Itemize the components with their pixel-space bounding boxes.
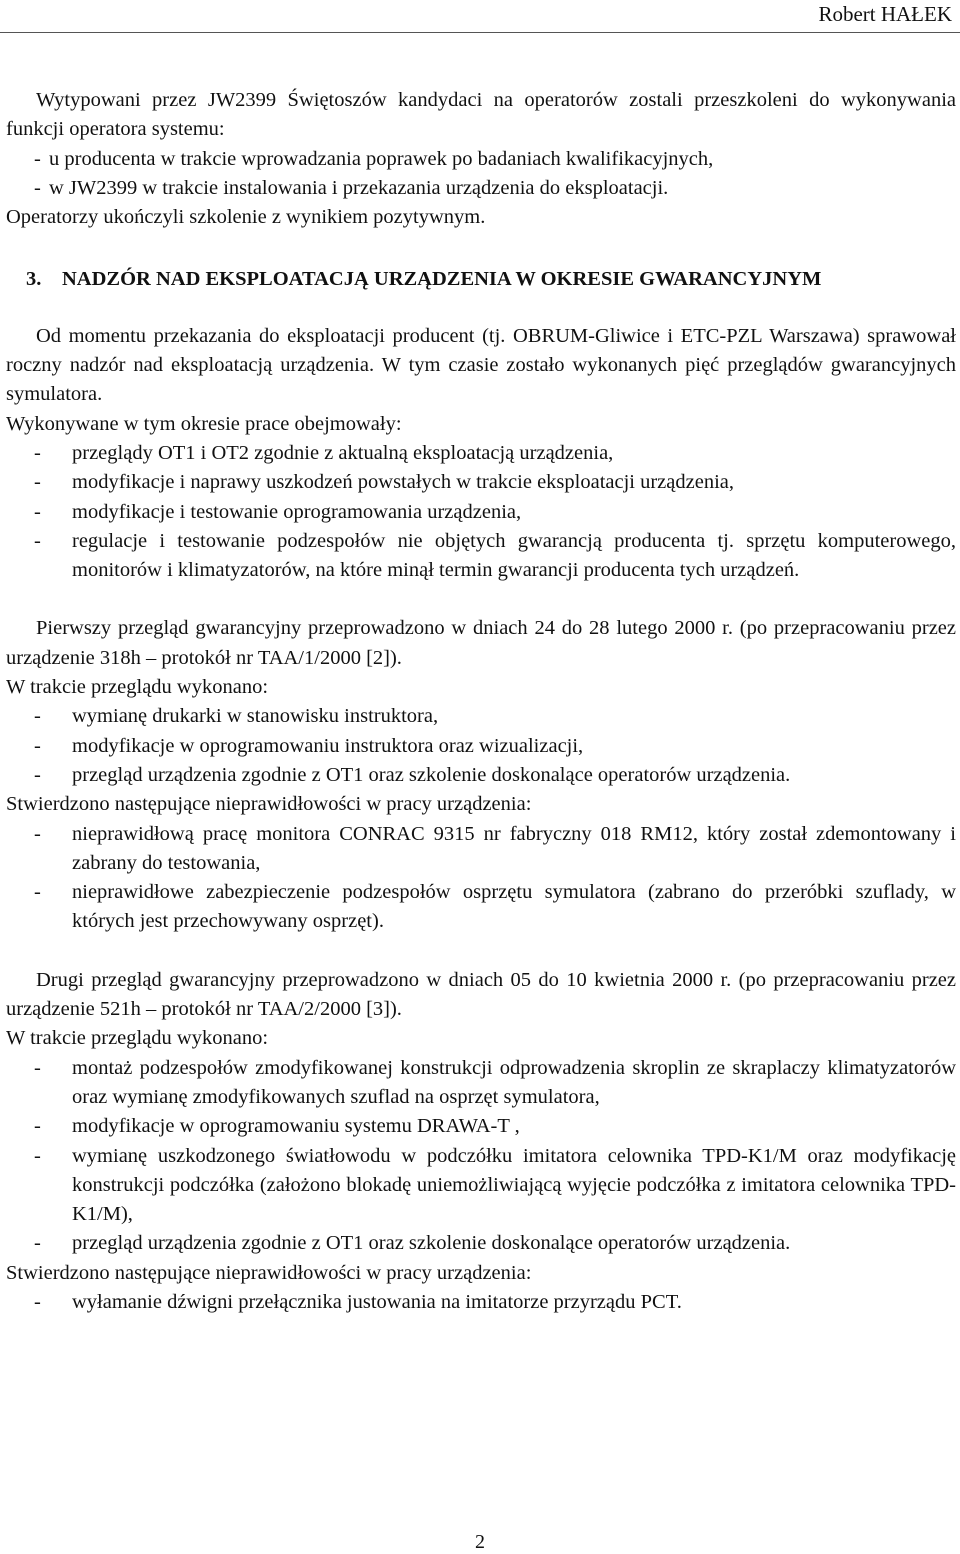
works-item: - modyfikacje i naprawy uszkodzeń powstałych w trakcie eksploatacji urządzenia, bbox=[6, 468, 956, 497]
intro-paragraph: Wytypowani przez JW2399 Świętoszów kandydaci na operatorów zostali przeszkoleni do wykonywania funkcji operatora systemu: bbox=[6, 89, 956, 141]
works-label: Wykonywane w tym okresie prace obejmowały: bbox=[6, 412, 402, 435]
spacer bbox=[6, 937, 956, 966]
intro-item: - w JW2399 w trakcie instalowania i przekazania urządzenia do eksploatacji. bbox=[6, 174, 956, 203]
dash-marker: - bbox=[34, 822, 41, 845]
dash-marker: - bbox=[34, 1144, 41, 1167]
dash-marker: - bbox=[34, 1290, 41, 1313]
review2-issue-item: - wyłamanie dźwigni przełącznika justowania na imitatorze przyrządu PCT. bbox=[6, 1288, 956, 1317]
works-item: - modyfikacje i testowanie oprogramowania urządzenia, bbox=[6, 498, 956, 527]
review1-done-item: - przegląd urządzenia zgodnie z OT1 oraz szkolenie doskonalące operatorów urządzenia. bbox=[6, 761, 956, 790]
intro-item: - u producenta w trakcie wprowadzania poprawek po badaniach kwalifikacyjnych, bbox=[6, 145, 956, 174]
dash-marker: - bbox=[34, 1115, 41, 1138]
dash-marker: - bbox=[34, 1056, 41, 1079]
review2-done-item: - modyfikacje w oprogramowaniu systemu DRAWA-T , bbox=[6, 1112, 956, 1141]
dash-marker: - bbox=[34, 763, 41, 786]
review2-done-label: W trakcie przeglądu wykonano: bbox=[6, 1027, 269, 1050]
dash-marker: - bbox=[34, 441, 41, 464]
review2-paragraph: Drugi przegląd gwarancyjny przeprowadzono w dniach 05 do 10 kwietnia 2000 r. (po przepracowaniu przez urządzenie 521h – protokół nr TAA/2/2000 [3]). bbox=[6, 968, 956, 1021]
review2-issues-label: Stwierdzono następujące nieprawidłowości w pracy urządzenia: bbox=[6, 1261, 532, 1284]
dash-marker: - bbox=[34, 471, 41, 494]
section-number: 3. bbox=[26, 268, 42, 291]
review1-done-label: W trakcie przeglądu wykonano: bbox=[6, 676, 269, 699]
review1-paragraph: Pierwszy przegląd gwarancyjny przeprowadzono w dniach 24 do 28 lutego 2000 r. (po przepracowaniu przez urządzenie 318h – protokół nr TAA/1/2000 [2]). bbox=[6, 617, 956, 669]
header-author: Robert HAŁEK bbox=[818, 2, 952, 26]
dash-marker: - bbox=[34, 147, 41, 170]
section-heading bbox=[6, 265, 956, 294]
review1-done-item: - wymianę drukarki w stanowisku instruktora, bbox=[6, 702, 956, 731]
dash-marker: - bbox=[34, 529, 41, 552]
spacer bbox=[6, 585, 956, 614]
supervision-paragraph: Od momentu przekazania do eksploatacji producent (tj. OBRUM-Gliwice i ETC-PZL Warszawa) sprawował roczny nadzór nad eksploatacją urządzenia. W tym czasie zostało wykonanych pięć przeglądów gwarancyjnych symulatora. bbox=[6, 324, 956, 406]
intro-closing: Operatorzy ukończyli szkolenie z wynikiem pozytywnym. bbox=[6, 206, 486, 229]
dash-marker: - bbox=[34, 881, 41, 904]
review1-done-item: - modyfikacje w oprogramowaniu instruktora oraz wizualizacji, bbox=[6, 732, 956, 761]
review1-issue-item: - nieprawidłowe zabezpieczenie podzespołów osprzętu symulatora (zabrano do przeróbki szuflady, w których jest przechowywany osprzęt). bbox=[6, 878, 956, 937]
dash-marker: - bbox=[34, 176, 41, 199]
dash-marker: - bbox=[34, 1232, 41, 1255]
dash-marker: - bbox=[34, 500, 41, 523]
page-number: 2 bbox=[475, 1531, 485, 1553]
section-title: NADZÓR NAD EKSPLOATACJĄ URZĄDZENIA W OKRESIE GWARANCYJNYM bbox=[62, 268, 822, 291]
dash-marker: - bbox=[34, 705, 41, 728]
review2-done-item: - przegląd urządzenia zgodnie z OT1 oraz szkolenie doskonalące operatorów urządzenia. bbox=[6, 1229, 956, 1258]
works-item: - regulacje i testowanie podzespołów nie objętych gwarancją producenta tj. sprzętu komputerowego, monitorów i klimatyzatorów, na które minął termin gwarancji producenta tych urządzeń. bbox=[6, 527, 956, 586]
review1-issue-item: - nieprawidłową pracę monitora CONRAC 9315 nr fabryczny 018 RM12, który został zdemontowany i zabrany do testowania, bbox=[6, 820, 956, 879]
header-divider bbox=[0, 32, 960, 33]
works-item: - przeglądy OT1 i OT2 zgodnie z aktualną eksploatacją urządzenia, bbox=[6, 439, 956, 468]
review2-done-item: - wymianę uszkodzonego światłowodu w podczółku imitatora celownika TPD-K1/M oraz modyfikację konstrukcji podczółka (założono blokadę uniemożliwiającą wyjęcie podczółka z imitatora celownika TPD-K1/M), bbox=[6, 1142, 956, 1230]
document-body bbox=[6, 86, 956, 1317]
review2-done-item: - montaż podzespołów zmodyfikowanej konstrukcji odprowadzenia skroplin ze skraplaczy klimatyzatorów oraz wymianę zmodyfikowanych szuflad na osprzęt symulatora, bbox=[6, 1054, 956, 1113]
review1-issues-label: Stwierdzono następujące nieprawidłowości w pracy urządzenia: bbox=[6, 793, 532, 816]
dash-marker: - bbox=[34, 734, 41, 757]
